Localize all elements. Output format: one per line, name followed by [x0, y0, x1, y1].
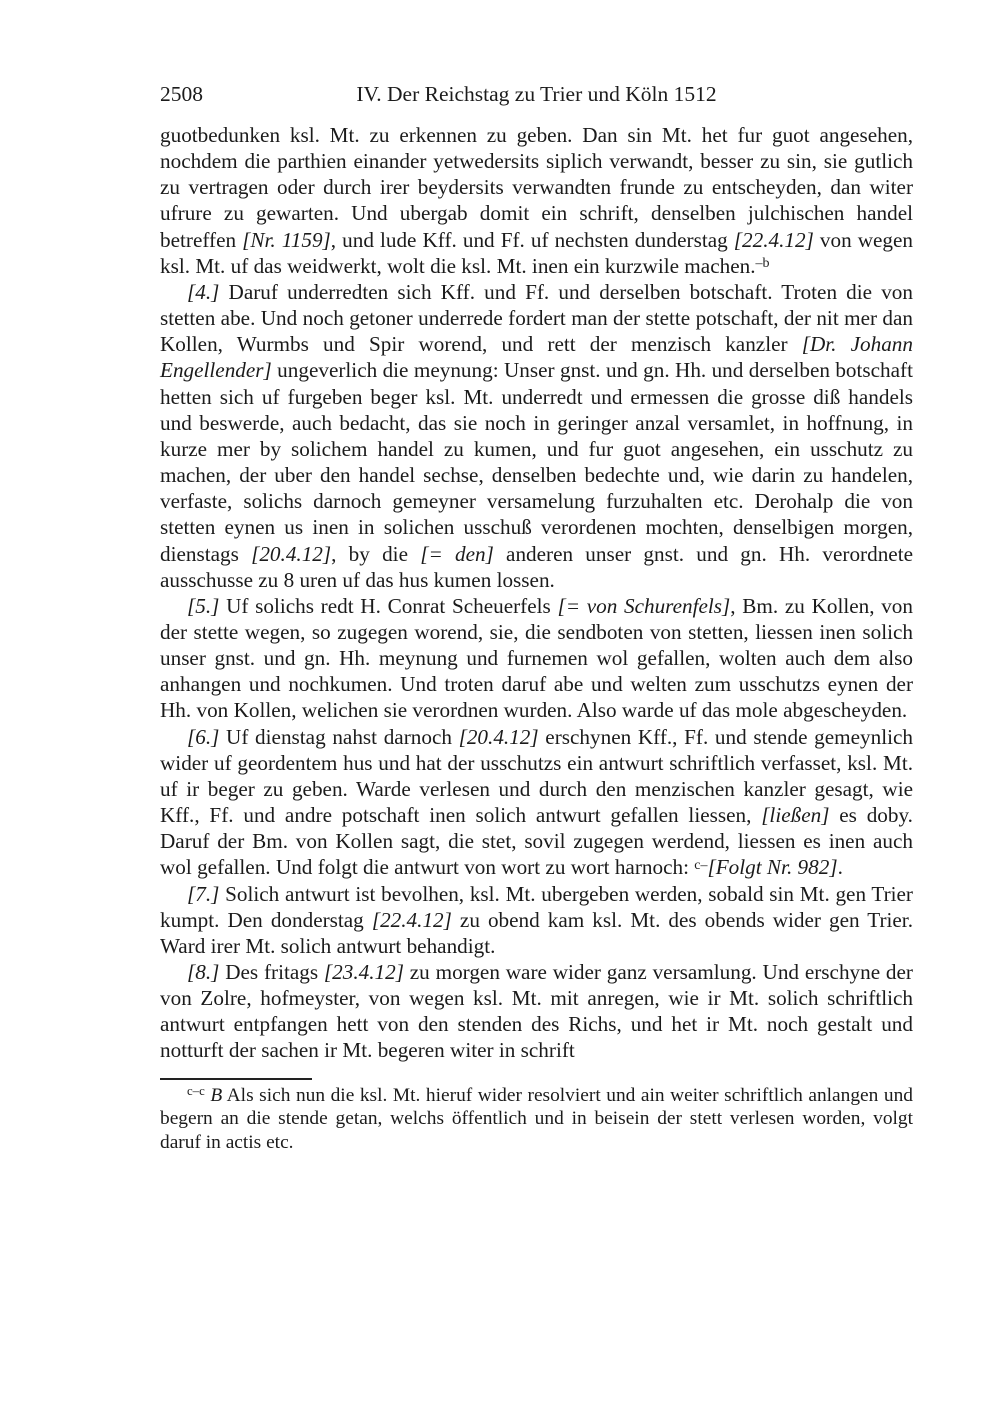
- editorial-note: [Nr. 1159]: [242, 227, 331, 252]
- text-segment: , und lude Kff. und Ff. uf nechsten dunderstag: [330, 227, 734, 252]
- text-block: [160, 81, 913, 1154]
- page-header: [160, 81, 913, 107]
- editorial-note: [Dr. Johann Engellender]: [160, 332, 913, 383]
- editorial-note: [8.]: [187, 960, 220, 984]
- text-segment: Des fritags: [219, 960, 324, 984]
- footnote-rule: [160, 1078, 312, 1080]
- editorial-note: [7.]: [187, 881, 220, 906]
- text-segment: Daruf underredten sich Kff. und Ff. und derselben botschaft. Troten die von stetten abe. Und noch getoner underrede fordert man der stette potschaft, der nit mer dan Kollen, Wurmbs und Spir worend, und rett der menzisch kanzler: [160, 279, 913, 357]
- collation-mark: c–c: [187, 1084, 205, 1099]
- editorial-note: [22.4.12]: [371, 907, 452, 932]
- editorial-note: [22.4.12]: [733, 227, 814, 252]
- text-segment: zu morgen ware wider ganz versamlung. Und erschyne der von Zolre, hofmeyster, von wegen ksl. Mt. mit anregen, wie ir Mt. solich schriftlich antwurt entpfangen hett von den stenden des Richs, und het ir Mt. noch gestalt und notturft der sachen ir Mt. begeren witer in schrift: [160, 960, 913, 1063]
- text-segment: Uf dienstag nahst darnoch: [219, 724, 459, 749]
- collation-mark: c–: [694, 857, 708, 873]
- paragraph: [160, 724, 913, 881]
- text-segment: von wegen ksl. Mt. uf das weidwerkt, wolt die ksl. Mt. inen ein kurzwile machen.: [160, 227, 913, 278]
- running-title: IV. Der Reichstag zu Trier und Köln 1512: [356, 82, 717, 106]
- paragraph: [160, 279, 913, 593]
- editorial-note: [4.]: [187, 279, 220, 304]
- paragraph: [160, 593, 913, 724]
- text-segment: anderen unser gnst. und gn. Hh. verordnete ausschusse zu 8 uren uf das hus kumen lossen.: [160, 541, 913, 592]
- editorial-note: [Folgt Nr. 982]: [707, 855, 838, 880]
- text-segment: Uf solichs redt H. Conrat Scheuerfels: [219, 593, 558, 618]
- editorial-note: [= den]: [420, 541, 494, 566]
- collation-mark: –b: [755, 255, 770, 271]
- editorial-note: [= von Schurenfels]: [557, 593, 731, 618]
- text-segment: Solich antwurt ist bevolhen, ksl. Mt. ubergeben werden, sobald sin Mt. gen Trier kumpt. Den donderstag: [160, 881, 913, 932]
- text-segment: .: [837, 855, 843, 880]
- text-segment: Als sich nun die ksl. Mt. hieruf wider resolviert und ain weiter schriftlich anlangen und begern an die stende getan, welchs öffentlich und in beisein der stett verlesen worden, volgt daruf in actis etc.: [160, 1084, 913, 1153]
- editorial-note: [5.]: [187, 593, 220, 618]
- text-segment: zu obend kam ksl. Mt. des obends wider gen Trier. Ward irer Mt. solich antwurt behandigt.: [160, 907, 913, 958]
- editorial-note: B: [210, 1084, 223, 1106]
- paragraph: [160, 122, 913, 279]
- footnote: [160, 1084, 913, 1155]
- text-segment: es doby. Daruf der Bm. von Kollen sagt, die stet, sovil zugegen werdend, liessen es inen auch wol gefallen. Und folgt die antwurt von wort zu wort harnoch:: [160, 803, 913, 880]
- editorial-note: [20.4.12]: [458, 724, 539, 749]
- text-segment: erschynen Kff., Ff. und stende gemeynlich wider uf geordentem hus und hat der usschutzs ein antwurt schriftlich verfasset, ksl. Mt. uf ir beger zu geben. Warde verlesen und durch den menzischen kanzler gesagt, wie Kff., Ff. und andre potschaft inen solich antwurt gefallen liessen,: [160, 724, 913, 828]
- paragraph: [160, 881, 913, 959]
- text-segment: ungeverlich die meynung: Unser gnst. und gn. Hh. und derselben botschaft hetten sich uf furgeben beger ksl. Mt. underredt und ermessen die grosse diß handels und beswerde, auch bedacht, das sie noch in geringer anzal versamlet, in hoffnung, in kurze mer by solichem handel zu kumen, und fur guot angesehen, ein usschutz zu machen, der uber den handel sechse, denselben bedechte und, wie darin zu handelen, verfaste, solichs darnoch gemeyner versamelung furzuhalten etc. Derohalp die von stetten eynen us inen in solichen usschuß verordenen mochten, denselbigen morgen, dienstags: [160, 358, 913, 566]
- text-segment: , Bm. zu Kollen, von der stette wegen, so zugegen worend, sie, die sendboten von stetten, liessen inen solich unser gnst. und gn. Hh. meynung und furnemen wol gefallen, wolten auch dem also anhangen und nochkumen. Und troten daruf abe und welten zum usschutzs eynen der Hh. von Kollen, welichen sie verordnen wurden. Also warde uf das mole abgescheyden.: [160, 593, 913, 723]
- editorial-note: [ließen]: [761, 803, 830, 828]
- text-segment: guotbedunken ksl. Mt. zu erkennen zu geben. Dan sin Mt. het fur guot angesehen, nochdem die parthien einander yetwedersits siplich verwandt, besser zu sin, sie gutlich zu vertragen oder durch irer beydersits verwandten frunde zu entscheyden, dan witer ufrure zu gewarten. Und ubergab domit ein schrift, denselben julchischen handel betreffen: [160, 123, 913, 252]
- editorial-note: [6.]: [187, 724, 220, 749]
- text-segment: , by die: [331, 541, 421, 566]
- page-number: 2508: [160, 82, 203, 106]
- editorial-note: [23.4.12]: [323, 960, 404, 984]
- paragraph: [160, 959, 913, 1064]
- body-text: [160, 122, 913, 1064]
- editorial-note: [20.4.12]: [251, 541, 332, 566]
- footnote-paragraph: [160, 1084, 913, 1155]
